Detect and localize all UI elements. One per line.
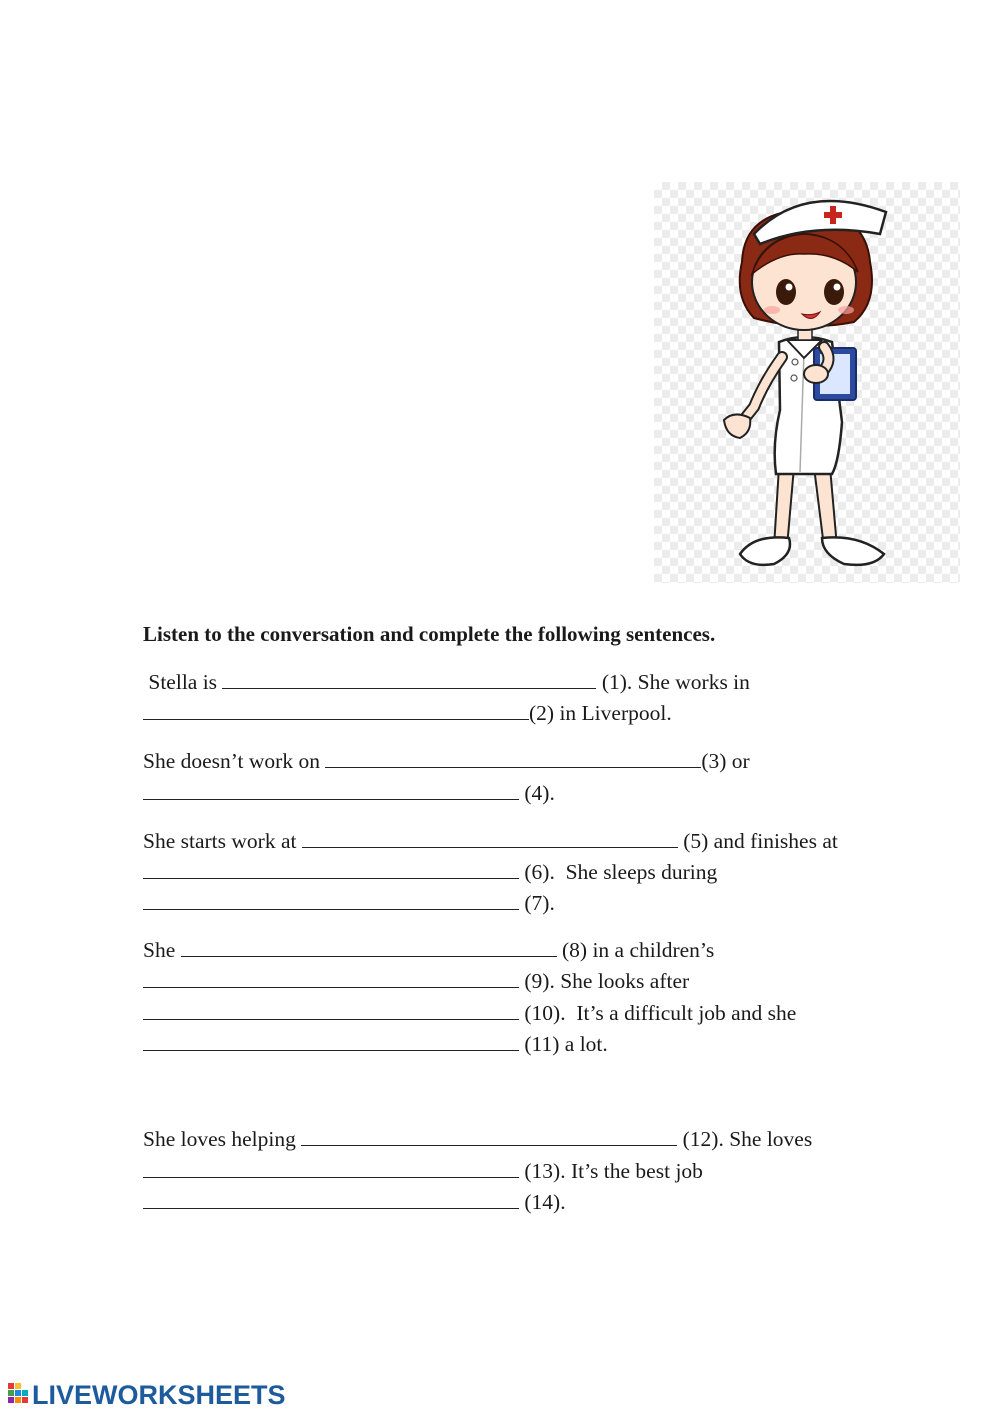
sentence-line [143, 890, 555, 917]
sentence-text: She doesn’t work on [143, 749, 326, 773]
instructions-heading: Listen to the conversation and complete the following sentences. [143, 622, 716, 646]
answer-blank-9[interactable] [143, 968, 519, 988]
sentence-line [143, 968, 689, 995]
answer-blank-11[interactable] [143, 1031, 519, 1051]
answer-blank-5[interactable] [302, 828, 678, 848]
sentence-text: (6). She sleeps during [519, 860, 718, 884]
sentence-line [143, 859, 717, 886]
sentence-line [143, 828, 838, 855]
answer-blank-13[interactable] [143, 1158, 519, 1178]
answer-blank-12[interactable] [301, 1126, 677, 1146]
sentence-line [143, 1158, 703, 1185]
answer-blank-1[interactable] [222, 669, 596, 689]
sentence-line [143, 780, 555, 807]
liveworksheets-logo[interactable] [8, 1380, 286, 1411]
answer-blank-14[interactable] [143, 1189, 519, 1209]
answer-blank-10[interactable] [143, 1000, 519, 1020]
sentence-line [143, 669, 750, 696]
sentence-text: (9). She looks after [519, 969, 690, 993]
answer-blank-4[interactable] [143, 780, 519, 800]
liveworksheets-logo-icon [8, 1383, 30, 1409]
answer-blank-8[interactable] [181, 937, 557, 957]
nurse-illustration [654, 182, 960, 583]
sentence-text: (3) or [701, 749, 750, 773]
answer-blank-7[interactable] [143, 890, 519, 910]
sentence-line [143, 937, 714, 964]
sentence-text: (1). She works in [596, 670, 750, 694]
sentence-line [143, 700, 672, 727]
sentence-text: (14). [519, 1190, 566, 1214]
sentence-text: (10). It’s a difficult job and she [519, 1001, 797, 1025]
sentence-text: (2) in Liverpool. [529, 701, 672, 725]
sentence-text: (13). It’s the best job [519, 1159, 703, 1183]
sentence-text: (7). [519, 891, 555, 915]
logo-text: LIVEWORKSHEETS [32, 1380, 286, 1410]
sentence-text: She [143, 938, 181, 962]
answer-blank-2[interactable] [143, 700, 529, 720]
sentence-text: Stella is [143, 670, 223, 694]
sentence-text: (4). [519, 781, 555, 805]
answer-blank-6[interactable] [143, 859, 519, 879]
sentence-line [143, 748, 750, 775]
sentence-text: (8) in a children’s [556, 938, 715, 962]
sentence-text: (5) and finishes at [677, 829, 838, 853]
sentence-text: (12). She loves [677, 1127, 813, 1151]
sentence-line [143, 1031, 608, 1058]
sentence-line [143, 1189, 566, 1216]
sentence-line [143, 1126, 812, 1153]
sentence-text: (11) a lot. [519, 1032, 608, 1056]
answer-blank-3[interactable] [325, 748, 701, 768]
sentence-text: She starts work at [143, 829, 302, 853]
sentence-text: She loves helping [143, 1127, 302, 1151]
sentence-line [143, 1000, 796, 1027]
